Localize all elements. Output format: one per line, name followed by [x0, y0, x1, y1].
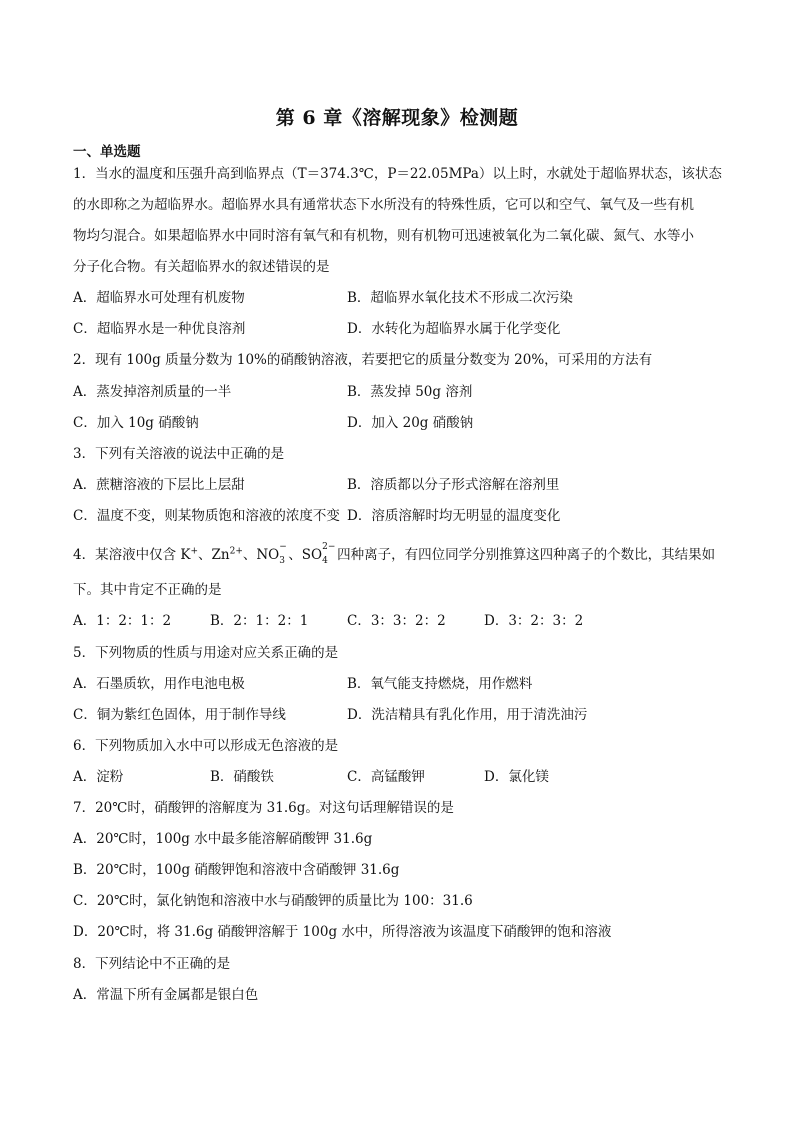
q1-option-d: D．水转化为超临界水属于化学变化 — [347, 321, 561, 337]
q4-sep-so4: 、SO — [288, 547, 323, 563]
nitrate-charge: − — [279, 542, 287, 552]
q3-stem: 3．下列有关溶液的说法中正确的是 — [73, 446, 285, 462]
q4-stem-prefix: 4．某溶液中仅含 K — [73, 547, 191, 563]
q1-stem-line-4: 分子化合物。有关超临界水的叙述错误的是 — [73, 259, 330, 275]
q1-option-b: B．超临界水氧化技术不形成二次污染 — [347, 290, 573, 306]
q7-option-c: C．20℃时，氯化钠饱和溶液中水与硝酸钾的质量比为 100：31.6 — [73, 893, 473, 909]
q2-option-a: A．蒸发掉溶剂质量的一半 — [73, 384, 232, 400]
q8-option-a: A．常温下所有金属都是银白色 — [73, 987, 259, 1003]
q1-stem-line-1: 1．当水的温度和压强升高到临界点（T＝374.3℃，P＝22.05MPa）以上时，水就处于超临界状态，该状态 — [73, 166, 722, 182]
q3-option-a: A．蔗糖溶液的下层比上层甜 — [73, 477, 245, 493]
nitrate-subscript: 3 — [279, 556, 285, 566]
q2-option-c: C．加入 10g 硝酸钠 — [73, 415, 199, 431]
sulfate-charge: 2− — [322, 542, 336, 552]
q1-stem-line-2: 的水即称之为超临界水。超临界水具有通常状态下水所没有的特殊性质，它可以和空气、氧气及一些有机 — [73, 197, 694, 213]
q7-stem: 7．20℃时，硝酸钾的溶解度为 31.6g。对这句话理解错误的是 — [73, 800, 454, 816]
sulfate-subscript: 4 — [322, 556, 328, 566]
q4-stem-suffix: 四种离子，有四位同学分别推算这四种离子的个数比，其结果如 — [337, 547, 716, 563]
q3-option-b: B．溶质都以分子形式溶解在溶剂里 — [347, 477, 560, 493]
q4-stem-line-1 — [73, 542, 716, 566]
q3-option-c: C．温度不变，则某物质饱和溶液的浓度不变 — [73, 508, 340, 524]
page-title: 第 6 章《溶解现象》检测题 — [275, 107, 519, 129]
q4-sep-zn: 、Zn — [198, 547, 230, 563]
q7-option-a: A．20℃时，100g 水中最多能溶解硝酸钾 31.6g — [73, 831, 373, 847]
k-ion-charge: + — [190, 546, 199, 557]
q2-option-d: D．加入 20g 硝酸钠 — [347, 415, 474, 431]
q1-option-c: C．超临界水是一种优良溶剂 — [73, 321, 246, 337]
q4-option-b: B．2：1：2：1 — [210, 613, 309, 629]
q4-option-c: C．3：3：2：2 — [347, 613, 446, 629]
q5-option-a: A．石墨质软，用作电池电极 — [73, 676, 245, 692]
q4-stem-line-2: 下。其中肯定不正确的是 — [73, 582, 222, 598]
q3-option-d: D．溶质溶解时均无明显的温度变化 — [347, 508, 561, 524]
q4-option-d: D．3：2：3：2 — [484, 613, 584, 629]
q1-stem-line-3: 物均匀混合。如果超临界水中同时溶有氧气和有机物，则有机物可迅速被氧化为二氧化碳、氮气、水等小 — [73, 228, 694, 244]
q4-sep-no3: 、NO — [242, 547, 280, 563]
q6-option-a: A．淀粉 — [73, 769, 124, 785]
q6-option-b: B．硝酸铁 — [210, 769, 274, 785]
q7-option-d: D．20℃时，将 31.6g 硝酸钾溶解于 100g 水中，所得溶液为该温度下硝酸钾的饱和溶液 — [73, 924, 612, 940]
q6-stem: 6．下列物质加入水中可以形成无色溶液的是 — [73, 738, 339, 754]
zn-ion-charge: 2+ — [229, 546, 243, 557]
q5-option-b: B．氧气能支持燃烧，用作燃料 — [347, 676, 533, 692]
q8-stem: 8．下列结论中不正确的是 — [73, 956, 231, 972]
q5-stem: 5．下列物质的性质与用途对应关系正确的是 — [73, 645, 339, 661]
q2-stem: 2．现有 100g 质量分数为 10%的硝酸钠溶液，若要把它的质量分数变为 20%，可采用的方法有 — [73, 352, 653, 368]
section-heading: 一、单选题 — [73, 144, 141, 160]
q7-option-b: B．20℃时，100g 硝酸钾饱和溶液中含硝酸钾 31.6g — [73, 862, 400, 878]
q4-option-a: A．1：2：1：2 — [73, 613, 172, 629]
q5-option-d: D．洗洁精具有乳化作用，用于清洗油污 — [347, 707, 588, 723]
q1-option-a: A．超临界水可处理有机废物 — [73, 290, 245, 306]
q6-option-d: D．氯化镁 — [484, 769, 549, 785]
q2-option-b: B．蒸发掉 50g 溶剂 — [347, 384, 473, 400]
q5-option-c: C．铜为紫红色固体，用于制作导线 — [73, 707, 286, 723]
q6-option-c: C．高锰酸钾 — [347, 769, 425, 785]
